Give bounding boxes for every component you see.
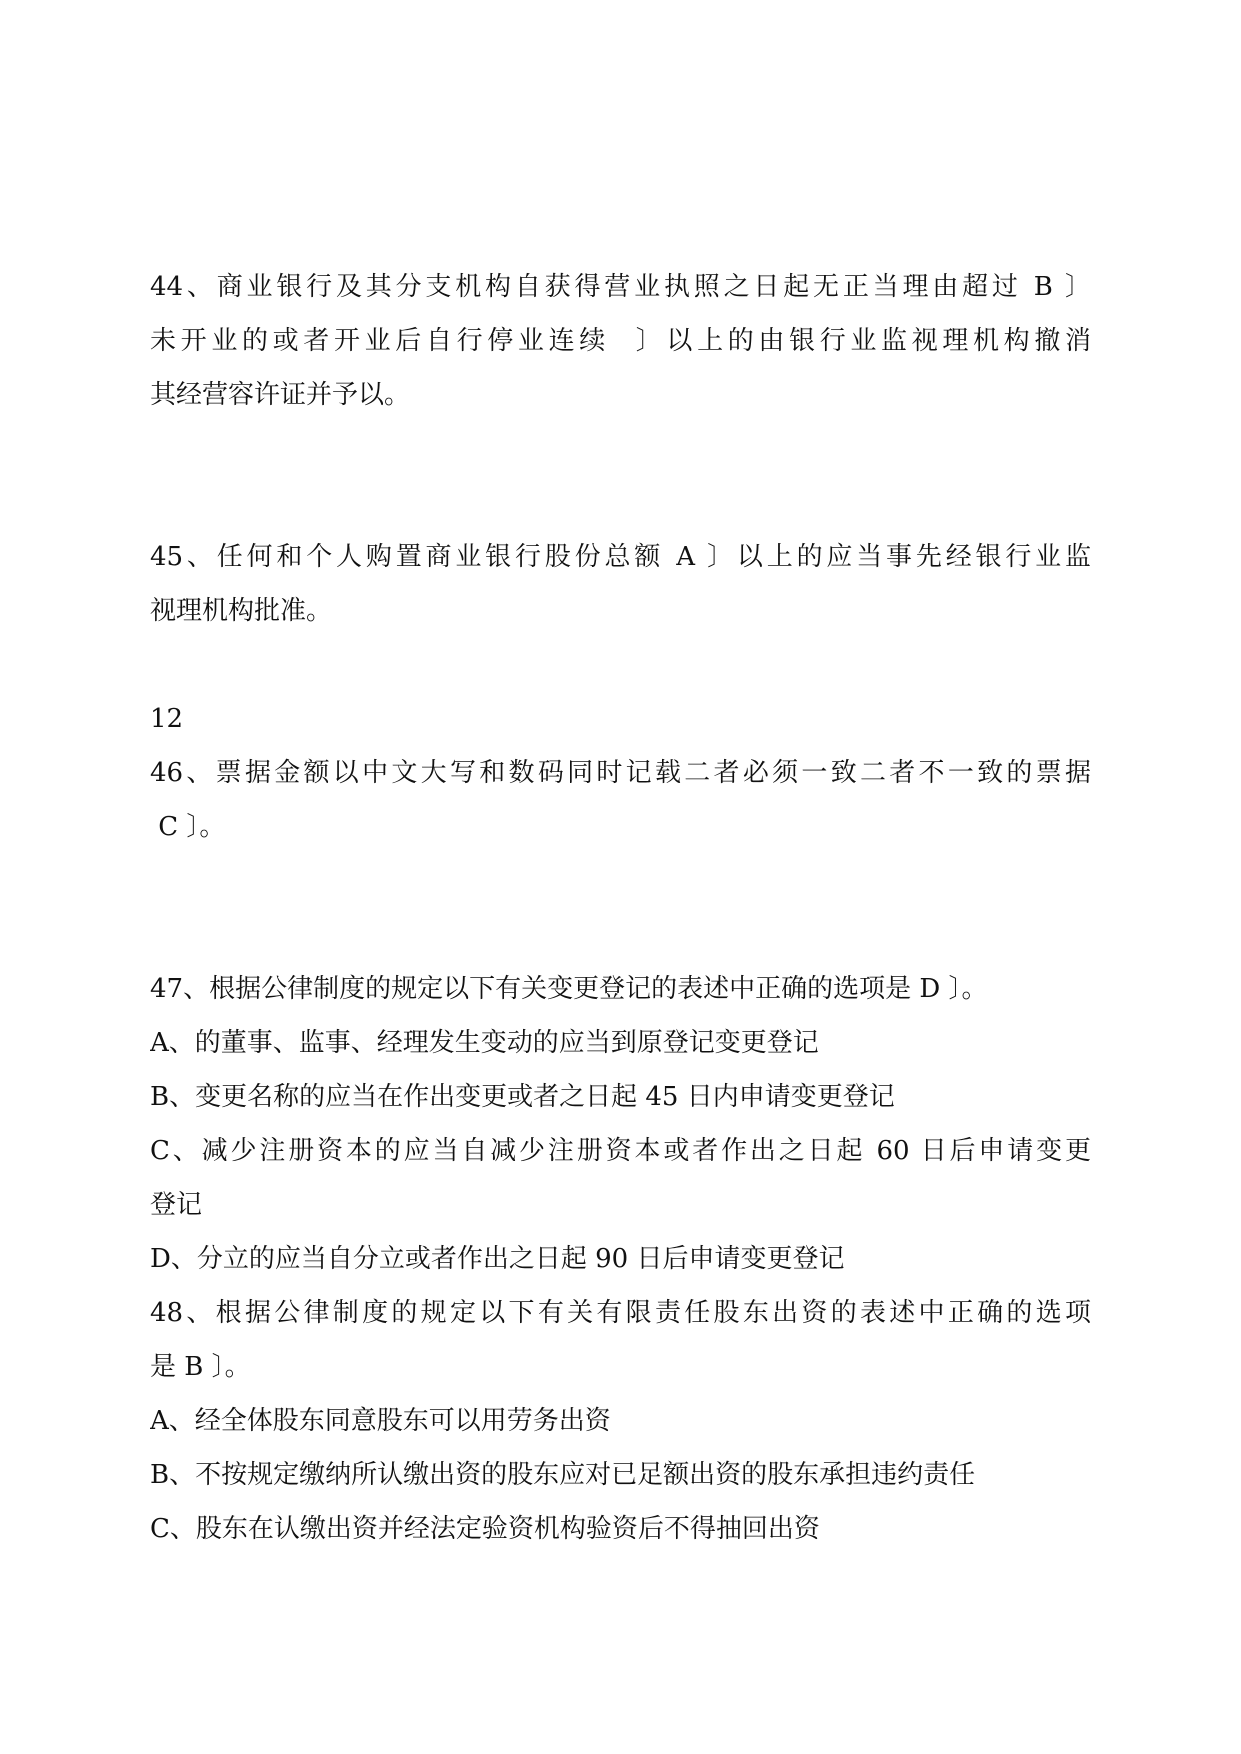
q47-option-b: B、变更名称的应当在作出变更或者之日起 45 日内申请变更登记 bbox=[150, 1082, 895, 1112]
q48-text-1: 48、根据公律制度的规定以下有关有限责任股东出资的表述中正确的选项 bbox=[150, 1298, 1091, 1328]
q47-option-a: A、的董事、监事、经理发生变动的应当到原登记变更登记 bbox=[150, 1028, 819, 1058]
q45-option-d-cont: 12 bbox=[150, 704, 184, 734]
q48-text-2: 是 B 〕。 bbox=[150, 1352, 251, 1382]
prev-options-line-2 bbox=[150, 218, 1091, 252]
q48-option-c: C、股东在认缴出资并经法定验资机构验资后不得抽回出资 bbox=[150, 1514, 820, 1544]
q46-options-row bbox=[150, 864, 1091, 898]
q46-text-1: 46、票据金额以中文大写和数码同时记载二者必须一致二者不一致的票据 bbox=[150, 758, 1091, 788]
q44-options-row-1 bbox=[150, 432, 1091, 466]
q48-option-a: A、经全体股东同意股东可以用劳务出资 bbox=[150, 1406, 611, 1436]
q46-options-row-2 bbox=[150, 918, 1091, 952]
q45-text-2: 视理机构批准。 bbox=[150, 596, 333, 626]
q47-option-c-2: 登记 bbox=[150, 1190, 203, 1220]
q46-text-2: C 〕。 bbox=[150, 812, 226, 842]
q44-text-3: 其经营容许证并予以。 bbox=[150, 380, 411, 410]
q45-text-1: 45、任何和个人购置商业银行股份总额 A 〕以上的应当事先经银行业监 bbox=[150, 542, 1091, 572]
q47-text-1: 47、根据公律制度的规定以下有关变更登记的表述中正确的选项是 D 〕。 bbox=[150, 974, 988, 1004]
q47-option-d: D、分立的应当自分立或者作出之日起 90 日后申请变更登记 bbox=[150, 1244, 845, 1274]
q44-text-2: 未开业的或者开业后自行停业连续 〕以上的由银行业监视理机构撤消 bbox=[150, 326, 1091, 356]
q45-options-row bbox=[150, 648, 1091, 682]
q47-option-c-1: C、减少注册资本的应当自减少注册资本或者作出之日起 60 日后申请变更 bbox=[150, 1136, 1091, 1166]
q44-options-row-2 bbox=[150, 486, 1091, 520]
q44-text-1: 44、商业银行及其分支机构自获得营业执照之日起无正当理由超过 B 〕 bbox=[150, 272, 1091, 302]
prev-options-line bbox=[150, 164, 1091, 198]
q48-option-b: B、不按规定缴纳所认缴出资的股东应对已足额出资的股东承担违约责任 bbox=[150, 1460, 976, 1490]
